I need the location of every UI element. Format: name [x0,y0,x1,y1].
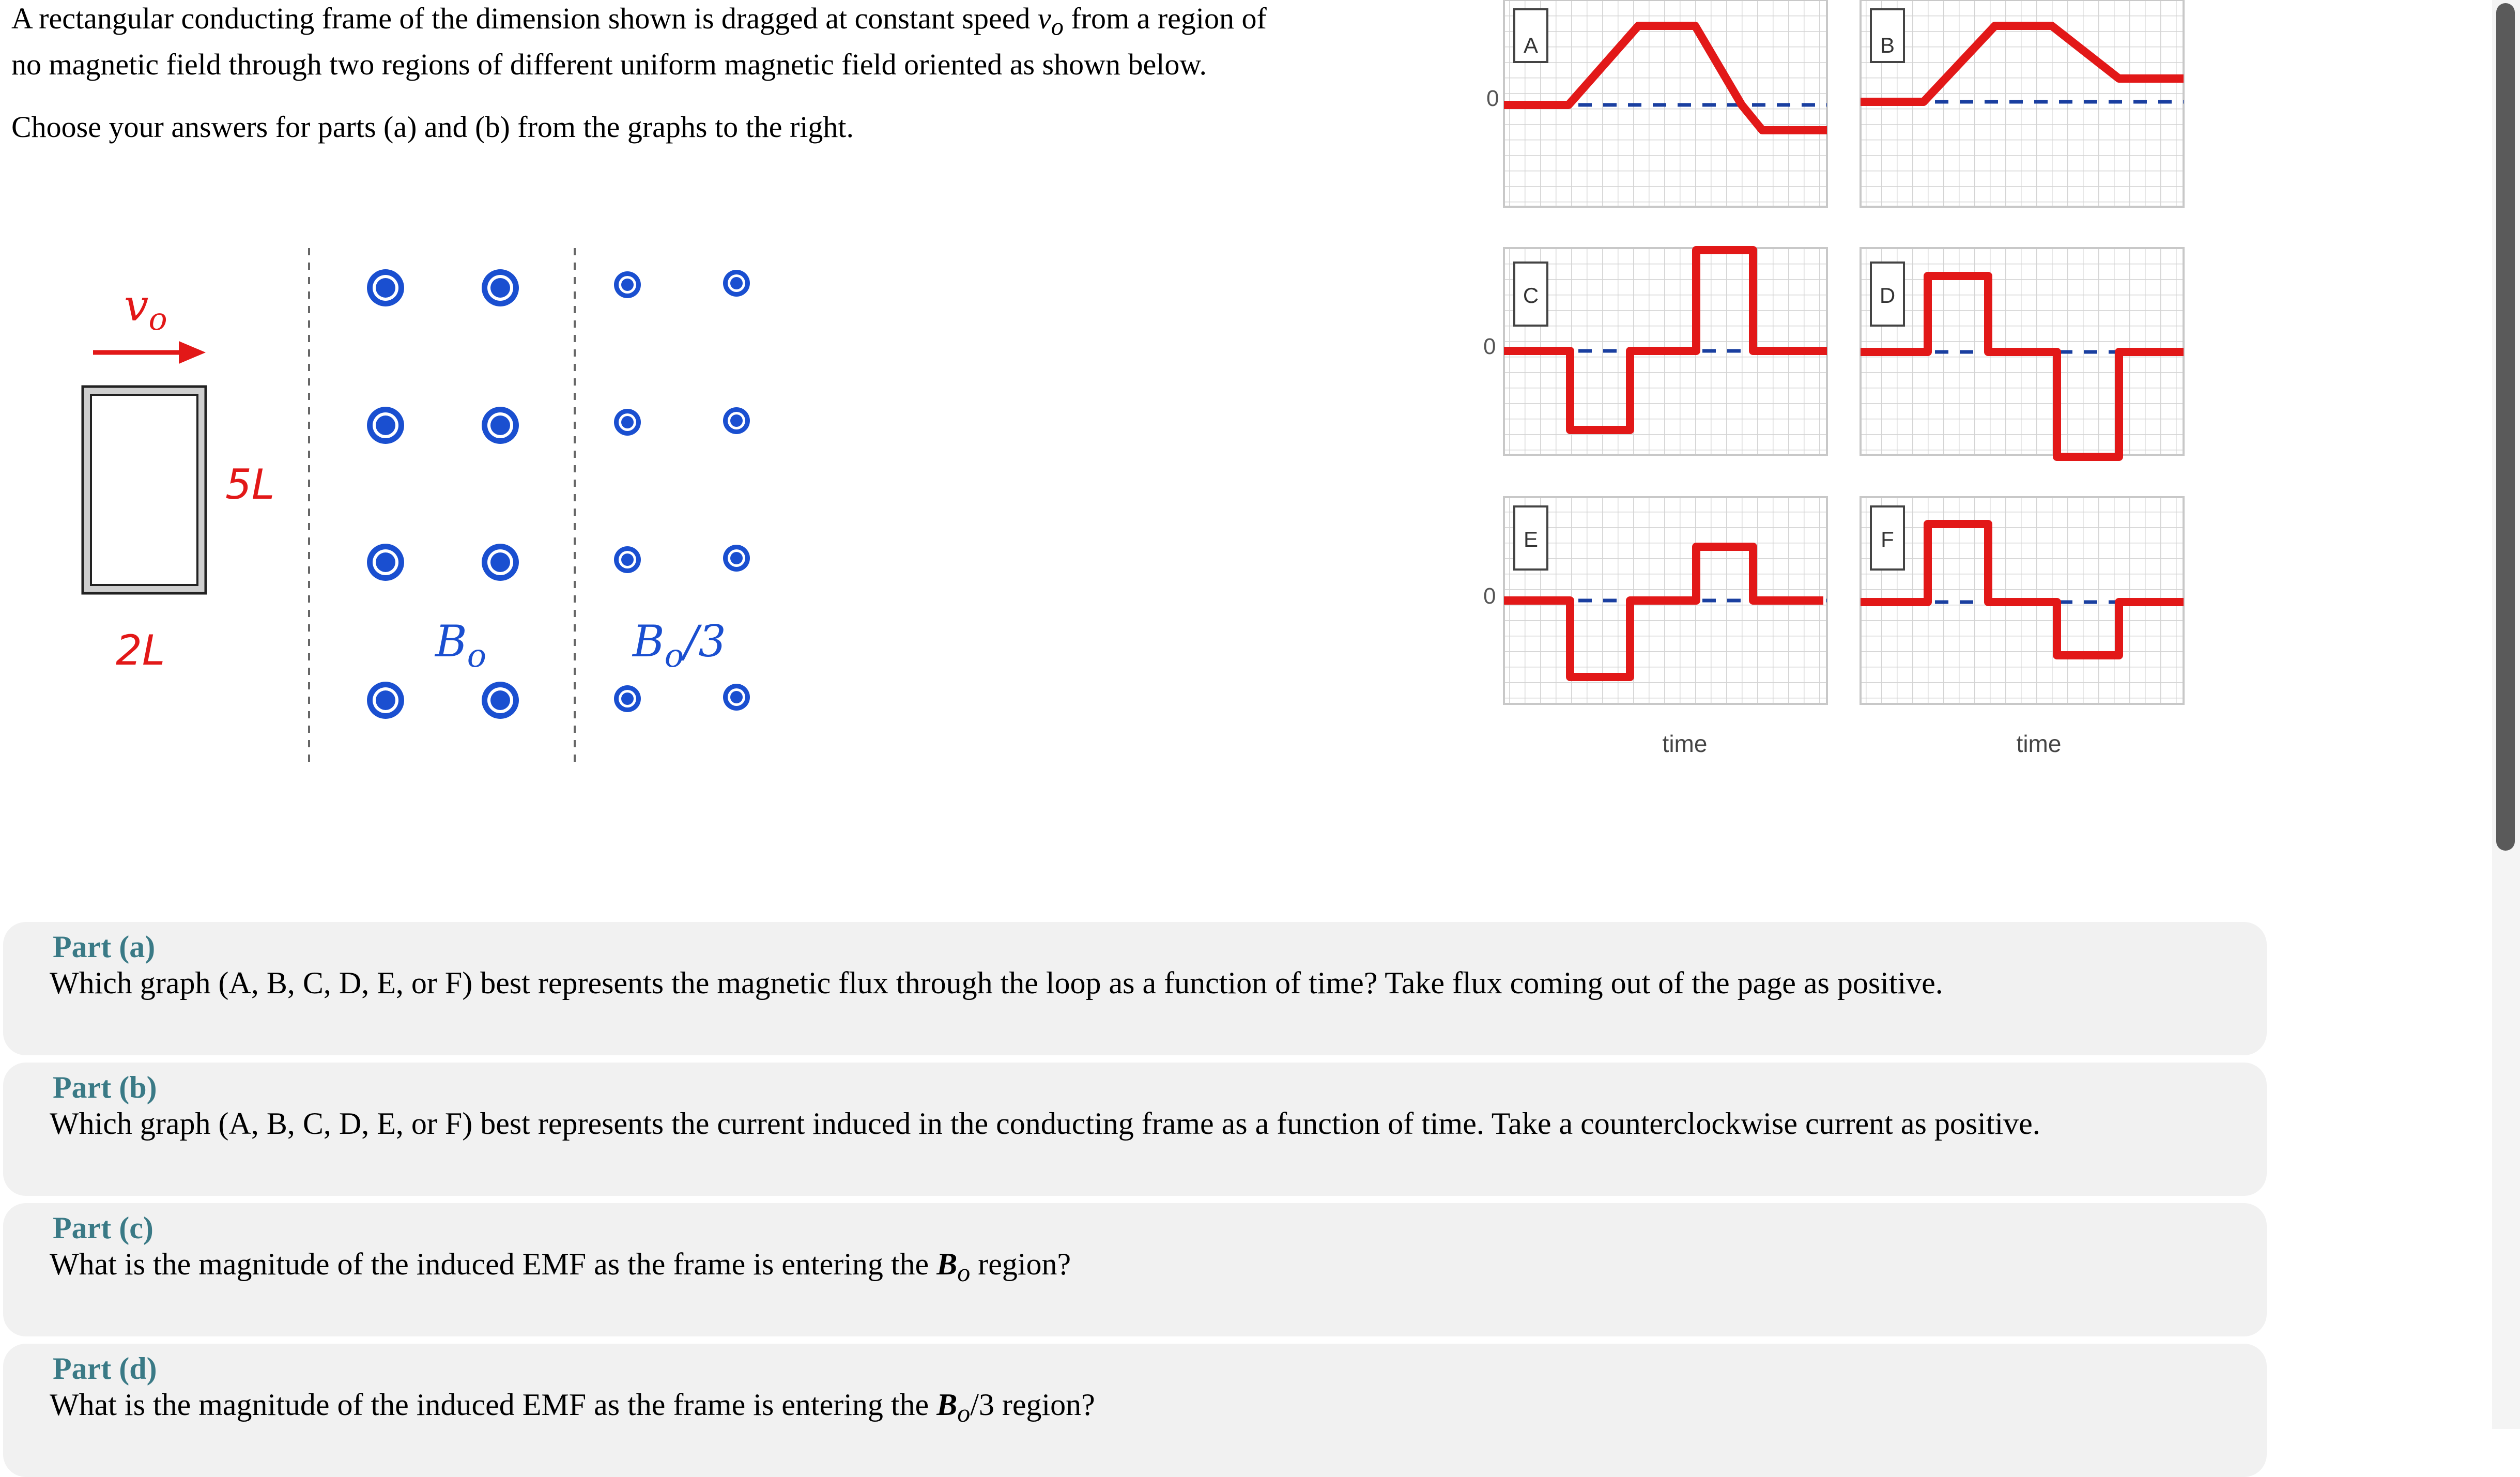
field-dot [723,684,750,711]
graph-c[interactable] [1483,248,1827,455]
field-dot [614,685,641,712]
conducting-frame-inner [91,395,197,585]
part-c-text-post: region? [978,1247,1071,1281]
part-a-title: Part (a) [53,930,156,964]
graph-a-zero-label: 0 [1486,86,1499,111]
part-d-question [50,1387,1095,1428]
part-c-question [50,1247,1071,1287]
field-dot [482,682,519,719]
graph-time-label-left: time [1662,730,1708,757]
part-d-text-post: /3 region? [970,1388,1095,1422]
part-a-panel [3,922,2267,1055]
speed-sub: o [1051,13,1064,41]
graph-f-label: F [1881,527,1894,551]
part-c-title: Part (c) [53,1211,153,1245]
velocity-sub: o [148,301,167,337]
field-dot [482,269,519,306]
problem-intro [11,0,1438,144]
graph-c-zero-label: 0 [1483,334,1496,359]
field-2-var: B [633,616,665,667]
part-c-var: B [936,1247,958,1281]
field-1-label [434,616,486,674]
frame-width-label: 2L [116,626,165,674]
part-d-panel [3,1344,2267,1477]
scrollbar-thumb[interactable] [2496,3,2515,851]
field-dot [614,271,641,298]
field-dot [482,407,519,444]
field-dot [367,269,404,306]
graph-a[interactable] [1486,0,1827,207]
field-1-var: B [435,616,467,667]
intro-line-1-pre: A rectangular conducting frame of the dimension shown is dragged at constant speed [11,2,1031,35]
velocity-label [124,280,167,337]
part-b-title: Part (b) [53,1070,157,1104]
intro-line-2: no magnetic field through two regions of different uniform magnetic field oriented as shown below. [11,47,1207,81]
field-2-suffix: /3 [684,616,726,667]
part-d-var: B [936,1388,958,1422]
speed-var: v [1037,2,1051,35]
part-a-question: Which graph (A, B, C, D, E, or F) best represents the magnetic flux through the loop as a function of time? Take flux coming out of the page as positive. [50,966,1943,1000]
physics-figure [0,217,775,775]
part-d-text-pre: What is the magnitude of the induced EMF as the frame is entering the [50,1388,929,1422]
graph-time-label-right: time [2016,730,2062,757]
graph-e-zero-label: 0 [1483,583,1496,609]
part-c-sub: o [957,1258,971,1287]
part-c-field-var [936,1247,971,1287]
graph-e[interactable] [1483,497,1827,704]
part-b-panel [3,1063,2267,1196]
field-dot [367,682,404,719]
velocity-arrow-head [179,341,206,364]
field-dot [723,545,750,572]
part-c-text-pre: What is the magnitude of the induced EMF as the frame is entering the [50,1247,929,1281]
part-d-field-var [936,1388,971,1427]
graph-e-label: E [1523,527,1539,551]
field-dot [614,409,641,436]
part-b-question: Which graph (A, B, C, D, E, or F) best represents the current induced in the conducting frame as a function of time. Take a counterclockwise current as positive. [50,1106,2040,1141]
field-2-sub: o [664,637,684,674]
graph-b[interactable] [1861,0,2184,207]
graph-a-label: A [1523,33,1539,57]
answer-graphs [1478,0,2202,775]
intro-line-1 [11,0,1438,46]
field-dot [723,270,750,297]
velocity-var: v [124,280,149,331]
graph-c-label: C [1523,283,1539,307]
field-1-sub: o [467,637,487,674]
field-dot [482,544,519,581]
graph-d-label: D [1879,283,1896,307]
graph-b-label: B [1880,33,1895,57]
field-dot [614,546,641,573]
field-dot [367,407,404,444]
choose-instruction: Choose your answers for parts (a) and (b) from the graphs to the right. [11,110,854,144]
part-c-panel [3,1203,2267,1336]
speed-variable [1037,2,1064,41]
part-d-sub: o [957,1398,971,1427]
part-d-title: Part (d) [53,1351,157,1386]
graph-d[interactable] [1861,248,2184,457]
graph-f[interactable] [1861,497,2184,704]
field-2-label [632,616,726,674]
field-dot [723,407,750,434]
intro-line-1-post: from a region of [1071,2,1267,35]
field-dot [367,544,404,581]
frame-height-label: 5L [225,460,275,509]
